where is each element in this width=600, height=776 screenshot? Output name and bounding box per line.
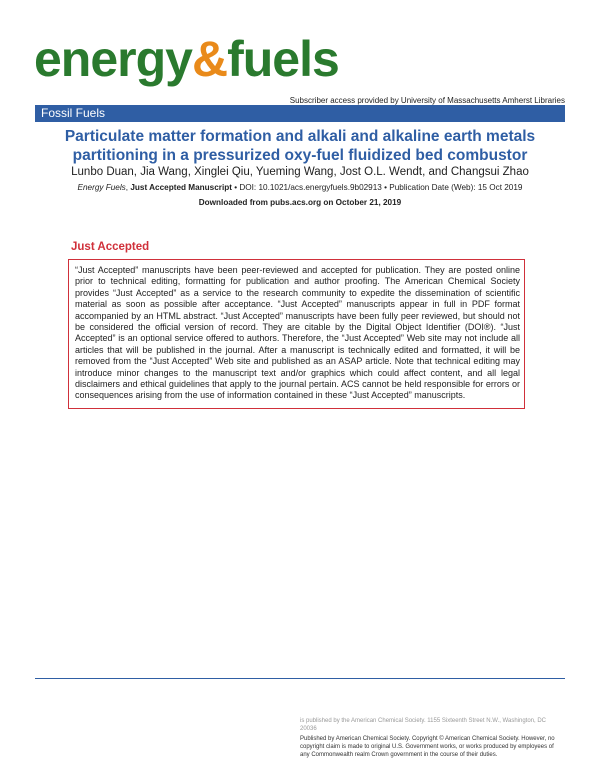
download-note: Downloaded from pubs.acs.org on October 21, 2019 [198,198,402,207]
just-accepted-notice-text: “Just Accepted” manuscripts have been peer-reviewed and accepted for publication. They are posted online prior to technical editing, formatting for publication and author proofing. The American Chemical Society provides “Just Accepted” as a service to the research community to expedite the dissemination of scientific material as soon as possible after acceptance. “Just Accepted” manuscripts appear in full in PDF format accompanied by an HTML abstract. “Just Accepted” manuscripts have been fully peer reviewed, but should not be considered the official version of record. They are citable by the Digital Object Identifier (DOI®). “Just Accepted” is an optional service offered to authors. Therefore, the “Just Accepted” Web site may not include all articles that will be published in the journal. After a manuscript is technically edited and formatted, it will be removed from the “Just Accepted” Web site and published as an ASAP article. Note that technical editing may introduce minor changes to the manuscript text and/or graphics which could affect content, and all legal disclaimers and ethical guidelines that apply to the journal pertain. ACS cannot be held responsible for errors or consequences arising from the use of information contained in these “Just Accepted” manuscripts. [75,265,520,401]
journal-name: Energy Fuels [77,183,126,192]
subscriber-note: Subscriber access provided by University of Massachusetts Amherst Libraries [289,96,565,105]
article-authors: Lunbo Duan, Jia Wang, Xinglei Qiu, Yueming Wang, Jost O.L. Wendt, and Changsui Zhao [71,166,529,178]
section-bar [35,105,565,122]
article-title [40,127,560,165]
logo-part-energy: energy [34,31,192,87]
doi-info[interactable]: • DOI: 10.1021/acs.energyfuels.9b02913 • Publication Date (Web): 15 Oct 2019 [234,183,523,192]
manuscript-status: Just Accepted Manuscript [130,183,232,192]
publisher-address: is published by the American Chemical Society. 1155 Sixteenth Street N.W., Washington, DC 20036 [300,718,547,732]
logo-ampersand: & [191,31,228,87]
citation-line: Energy Fuels, Just Accepted Manuscript • DOI: 10.1021/acs.energyfuels.9b02913 • Publication Date (Web): 15 Oct 2019 [77,183,523,192]
just-accepted-notice-box [68,259,525,409]
article-title-line-1: Particulate matter formation and alkali and alkaline earth metals [64,128,536,145]
footer-divider [35,678,565,679]
logo-part-fuels: fuels [227,31,339,87]
article-title-line-2: partitioning in a pressurized oxy-fuel fluidized bed combustor [72,147,528,164]
copyright-notice: Published by American Chemical Society. Copyright © American Chemical Society. However, no copyright claim is made to original U.S. Government works, or works produced by employees of any Commonwealth realm Crown government in the course of their duties. [300,736,555,758]
just-accepted-heading: Just Accepted [71,241,150,253]
section-label: Fossil Fuels [41,106,106,120]
journal-logo [34,30,339,88]
